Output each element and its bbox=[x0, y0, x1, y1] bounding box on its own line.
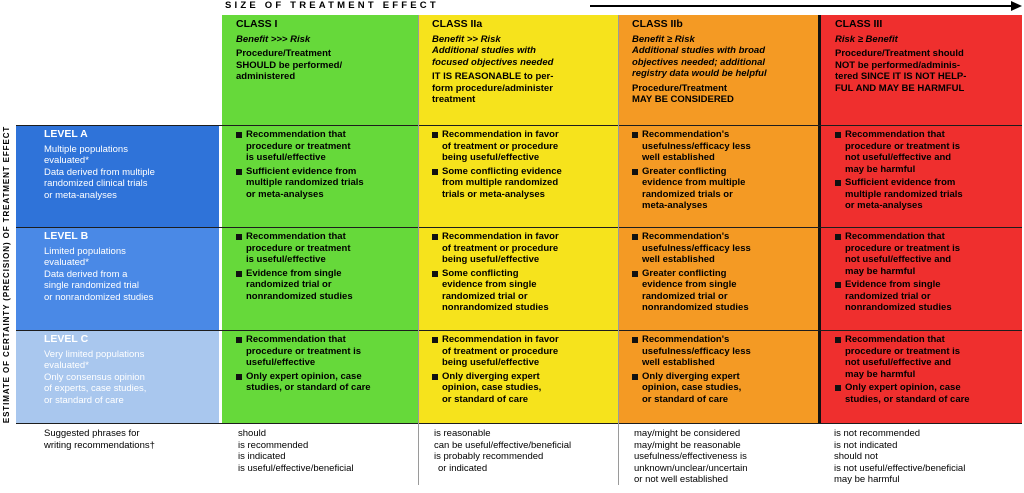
row-divider bbox=[16, 125, 1022, 126]
phrase: may/might be considered bbox=[634, 428, 741, 439]
recommendation-bullet bbox=[632, 334, 812, 369]
class-iia-studies-line: Additional studies with bbox=[432, 45, 536, 56]
class-i-action-line: administered bbox=[236, 71, 296, 82]
size-of-treatment-effect-label: SIZE OF TREATMENT EFFECT bbox=[225, 0, 439, 11]
bullet-line: evidence from multiple bbox=[642, 177, 746, 188]
bullet-line: or standard of care bbox=[642, 393, 729, 405]
row-divider bbox=[16, 227, 1022, 228]
phrase: is not useful/effective/beneficial bbox=[834, 462, 966, 474]
level-b-header bbox=[16, 227, 219, 330]
phrase: is not indicated bbox=[834, 439, 898, 451]
bullet-line: being useful/effective bbox=[442, 152, 540, 163]
class-iii-header bbox=[818, 15, 1022, 125]
column-divider bbox=[618, 15, 619, 485]
bullet-line: evidence from single bbox=[442, 279, 537, 290]
cell-level-a-class-i bbox=[222, 125, 418, 227]
bullet-line: Sufficient evidence from bbox=[845, 177, 956, 188]
phrase: is reasonable bbox=[434, 428, 491, 439]
class-iii-action-line: FUL AND MAY BE HARMFUL bbox=[835, 82, 965, 94]
bullet-line: opinion, case studies, bbox=[642, 382, 742, 393]
bullet-line: procedure or treatment bbox=[246, 140, 351, 152]
bullet-line: Only expert opinion, case bbox=[845, 382, 961, 393]
phrase: unknown/unclear/uncertain bbox=[634, 462, 748, 474]
level-a-description-line: Multiple populations bbox=[44, 143, 128, 155]
bullet-line: procedure or treatment is bbox=[845, 242, 961, 254]
cell-level-c-class-i bbox=[222, 330, 418, 423]
bullet-line: Recommendation that bbox=[246, 334, 346, 345]
phrase: is useful/effective/beneficial bbox=[238, 462, 354, 474]
bullet-line: randomized trial or bbox=[442, 290, 528, 302]
recommendation-bullet bbox=[835, 334, 1016, 380]
recommendation-bullet bbox=[432, 334, 612, 369]
evidence-bullet bbox=[236, 166, 412, 201]
bullet-line: procedure or treatment bbox=[246, 242, 351, 254]
bullet-line: randomized trial or bbox=[845, 290, 931, 302]
phrase: is not recommended bbox=[834, 428, 921, 439]
class-iia-action-line: IT IS REASONABLE to per- bbox=[432, 71, 554, 82]
phrase: usefulness/effectiveness is bbox=[634, 451, 747, 462]
class-iia-risk-benefit: Benefit >> Risk bbox=[432, 33, 501, 45]
class-iib-action-line: MAY BE CONSIDERED bbox=[632, 94, 734, 105]
class-iia-action-line: treatment bbox=[432, 94, 476, 105]
evidence-bullet bbox=[835, 177, 1016, 212]
column-divider bbox=[418, 15, 419, 485]
treatment-effect-arrow-icon bbox=[590, 0, 1022, 12]
cell-level-a-class-iib bbox=[618, 125, 818, 227]
class-i-header bbox=[222, 15, 418, 125]
bullet-line: procedure or treatment is bbox=[845, 140, 961, 152]
bullet-line: useful/effective bbox=[246, 357, 316, 368]
level-c-description-line: Very limited populations bbox=[44, 348, 145, 360]
bullet-line: meta-analyses bbox=[642, 200, 708, 211]
level-a-header bbox=[16, 125, 219, 227]
bullet-line: Greater conflicting bbox=[642, 267, 727, 279]
level-c-description-line: Only consensus opinion bbox=[44, 371, 145, 383]
bullet-line: being useful/effective bbox=[442, 357, 540, 368]
recommendation-bullet bbox=[835, 129, 1016, 175]
evidence-bullet bbox=[835, 382, 1016, 405]
bullet-line: opinion, case studies, bbox=[442, 382, 542, 393]
class-iib-studies-line: registry data would be helpful bbox=[632, 68, 767, 79]
class-iib-studies-line: Additional studies with broad bbox=[632, 45, 765, 56]
level-b-description-line: evaluated* bbox=[44, 257, 89, 268]
bullet-line: nonrandomized studies bbox=[246, 290, 353, 302]
bullet-line: usefulness/efficacy less bbox=[642, 242, 751, 254]
certainty-estimate-axis-label bbox=[0, 125, 14, 423]
bullet-line: Only diverging expert bbox=[442, 370, 540, 382]
level-b-description-line: Limited populations bbox=[44, 245, 126, 257]
evidence-bullet bbox=[236, 268, 412, 303]
cell-level-a-class-iii bbox=[818, 125, 1022, 227]
class-iia-phrases bbox=[418, 428, 618, 492]
bullet-line: randomized trials or bbox=[642, 188, 733, 200]
evidence-bullet bbox=[632, 166, 812, 212]
class-iib-phrases bbox=[618, 428, 818, 492]
evidence-bullet bbox=[632, 268, 812, 314]
bullet-line: multiple randomized trials bbox=[246, 177, 364, 188]
bullet-line: randomized trial or bbox=[246, 279, 332, 290]
bullet-line: procedure or treatment is bbox=[845, 345, 961, 357]
class-i-name: CLASS I bbox=[236, 18, 278, 30]
level-b-name: LEVEL B bbox=[44, 230, 89, 242]
bullet-line: usefulness/efficacy less bbox=[642, 140, 751, 152]
cell-level-b-class-iia bbox=[418, 227, 618, 330]
class-iii-phrases bbox=[818, 428, 1022, 492]
bullet-line: Recommendation's bbox=[642, 334, 730, 345]
bullet-line: not useful/effective and bbox=[845, 357, 952, 368]
bullet-line: Evidence from single bbox=[845, 279, 941, 290]
recommendation-bullet bbox=[432, 129, 612, 164]
bullet-line: Sufficient evidence from bbox=[246, 165, 357, 177]
bullet-line: Only diverging expert bbox=[642, 370, 740, 382]
bullet-line: not useful/effective and bbox=[845, 254, 952, 265]
level-a-description-line: or meta-analyses bbox=[44, 189, 117, 201]
level-a-name: LEVEL A bbox=[44, 128, 88, 140]
evidence-bullet bbox=[835, 279, 1016, 314]
recommendation-bullet bbox=[432, 231, 612, 266]
cell-level-c-class-iib bbox=[618, 330, 818, 423]
suggested-phrases-label-line: Suggested phrases for bbox=[44, 428, 140, 439]
class-iia-action-line: form procedure/administer bbox=[432, 82, 553, 94]
bullet-line: well established bbox=[642, 357, 715, 368]
bullet-line: or meta-analyses bbox=[246, 188, 324, 200]
bullet-line: Evidence from single bbox=[246, 267, 342, 279]
level-b-description-line: single randomized trial bbox=[44, 280, 140, 291]
class-i-phrases bbox=[222, 428, 418, 492]
class-iii-risk-benefit: Risk ≥ Benefit bbox=[835, 33, 898, 45]
evidence-bullet bbox=[632, 371, 812, 406]
bullet-line: of treatment or procedure bbox=[442, 242, 559, 254]
cell-level-b-class-i bbox=[222, 227, 418, 330]
recommendation-bullet bbox=[632, 231, 812, 266]
bullet-line: being useful/effective bbox=[442, 254, 540, 265]
bullet-line: well established bbox=[642, 254, 715, 265]
phrase: may be harmful bbox=[834, 474, 900, 485]
recommendation-bullet bbox=[236, 231, 412, 266]
bullet-line: multiple randomized trials bbox=[845, 188, 963, 200]
evidence-bullet bbox=[432, 166, 612, 201]
bullet-line: may be harmful bbox=[845, 368, 916, 380]
class-iib-risk-benefit: Benefit ≥ Risk bbox=[632, 33, 695, 45]
class-iia-name: CLASS IIa bbox=[432, 18, 483, 30]
phrase: may/might be reasonable bbox=[634, 439, 741, 451]
class-i-action-line: Procedure/Treatment bbox=[236, 48, 332, 59]
cell-level-b-class-iib bbox=[618, 227, 818, 330]
level-b-description-line: Data derived from a bbox=[44, 268, 128, 280]
bullet-line: not useful/effective and bbox=[845, 152, 952, 163]
bullet-line: Some conflicting bbox=[442, 267, 519, 279]
cell-level-a-class-iia bbox=[418, 125, 618, 227]
bullet-line: may be harmful bbox=[845, 265, 916, 277]
evidence-bullet bbox=[236, 371, 412, 394]
level-c-description-line: or standard of care bbox=[44, 394, 124, 406]
level-b-description-line: or nonrandomized studies bbox=[44, 291, 154, 303]
class-i-action-line: SHOULD be performed/ bbox=[236, 59, 343, 71]
bullet-line: procedure or treatment is bbox=[246, 345, 362, 357]
cell-level-b-class-iii bbox=[818, 227, 1022, 330]
bullet-line: nonrandomized studies bbox=[442, 302, 549, 313]
bullet-line: Recommendation that bbox=[845, 129, 945, 140]
cell-level-c-class-iia bbox=[418, 330, 618, 423]
bullet-line: from multiple randomized bbox=[442, 177, 559, 188]
bullet-line: or meta-analyses bbox=[845, 200, 923, 211]
row-divider bbox=[16, 330, 1022, 331]
phrase: can be useful/effective/beneficial bbox=[434, 439, 572, 451]
level-c-description-line: of experts, case studies, bbox=[44, 383, 147, 394]
phrase: is indicated bbox=[238, 451, 286, 462]
bullet-line: of treatment or procedure bbox=[442, 345, 559, 357]
bullet-line: Recommendation in favor bbox=[442, 231, 559, 242]
bullet-line: nonrandomized studies bbox=[845, 302, 952, 313]
class-iib-header bbox=[618, 15, 818, 125]
bullet-line: Recommendation that bbox=[246, 129, 346, 140]
level-c-description-line: evaluated* bbox=[44, 360, 89, 371]
suggested-phrases-label-line: writing recommendations† bbox=[44, 439, 155, 451]
bullet-line: Greater conflicting bbox=[642, 165, 727, 177]
evidence-bullet bbox=[432, 268, 612, 314]
suggested-phrases-label bbox=[16, 428, 222, 492]
recommendation-bullet bbox=[835, 231, 1016, 277]
bullet-line: Recommendation that bbox=[246, 231, 346, 242]
bullet-line: trials or meta-analyses bbox=[442, 188, 545, 200]
bullet-line: studies, or standard of care bbox=[845, 393, 970, 405]
bullet-line: randomized trial or bbox=[642, 290, 728, 302]
recommendation-bullet bbox=[236, 334, 412, 369]
bullet-line: evidence from single bbox=[642, 279, 737, 290]
bullet-line: Only expert opinion, case bbox=[246, 370, 362, 382]
phrase: is recommended bbox=[238, 439, 309, 451]
level-a-description-line: evaluated* bbox=[44, 155, 89, 166]
bullet-line: Recommendation's bbox=[642, 231, 730, 242]
bullet-line: Recommendation in favor bbox=[442, 129, 559, 140]
bullet-line: is useful/effective bbox=[246, 152, 326, 163]
level-c-name: LEVEL C bbox=[44, 333, 89, 345]
phrase: should bbox=[238, 428, 266, 439]
class-iia-studies-line: focused objectives needed bbox=[432, 56, 554, 68]
class-iii-action-line: Procedure/Treatment should bbox=[835, 48, 964, 59]
certainty-estimate-axis-text: ESTIMATE OF CERTAINTY (PRECISION) OF TREATMENT EFFECT bbox=[2, 125, 12, 423]
bullet-line: well established bbox=[642, 152, 715, 163]
level-c-header bbox=[16, 330, 219, 423]
bullet-line: Recommendation that bbox=[845, 334, 945, 345]
class-iii-action-line: NOT be performed/adminis- bbox=[835, 59, 961, 71]
bullet-line: Recommendation that bbox=[845, 231, 945, 242]
class-iib-name: CLASS IIb bbox=[632, 18, 683, 30]
bullet-line: or standard of care bbox=[442, 393, 529, 405]
recommendation-bullet bbox=[236, 129, 412, 164]
class-i-risk-benefit: Benefit >>> Risk bbox=[236, 33, 311, 45]
level-a-description-line: Data derived from multiple bbox=[44, 166, 155, 178]
phrase: should not bbox=[834, 451, 878, 462]
bullet-line: usefulness/efficacy less bbox=[642, 345, 751, 357]
bullet-line: may be harmful bbox=[845, 163, 916, 175]
bullet-line: is useful/effective bbox=[246, 254, 326, 265]
phrase: is probably recommended bbox=[434, 451, 544, 462]
class-iib-studies-line: objectives needed; additional bbox=[632, 56, 766, 68]
bullet-line: nonrandomized studies bbox=[642, 302, 749, 313]
cell-level-c-class-iii bbox=[818, 330, 1022, 423]
bullet-line: of treatment or procedure bbox=[442, 140, 559, 152]
class-iii-name: CLASS III bbox=[835, 18, 883, 30]
level-a-description-line: randomized clinical trials bbox=[44, 178, 148, 189]
bullet-line: Some conflicting evidence bbox=[442, 165, 562, 177]
recommendation-bullet bbox=[632, 129, 812, 164]
row-divider bbox=[16, 423, 1022, 424]
bullet-line: Recommendation in favor bbox=[442, 334, 559, 345]
class-iia-header bbox=[418, 15, 618, 125]
class-iib-action-line: Procedure/Treatment bbox=[632, 82, 728, 94]
class-iii-action-line: tered SINCE IT IS NOT HELP- bbox=[835, 71, 967, 82]
bullet-line: Recommendation's bbox=[642, 129, 730, 140]
bullet-line: studies, or standard of care bbox=[246, 382, 371, 393]
evidence-bullet bbox=[432, 371, 612, 406]
phrase: or not well established bbox=[634, 474, 728, 485]
phrase: or indicated bbox=[438, 462, 488, 474]
